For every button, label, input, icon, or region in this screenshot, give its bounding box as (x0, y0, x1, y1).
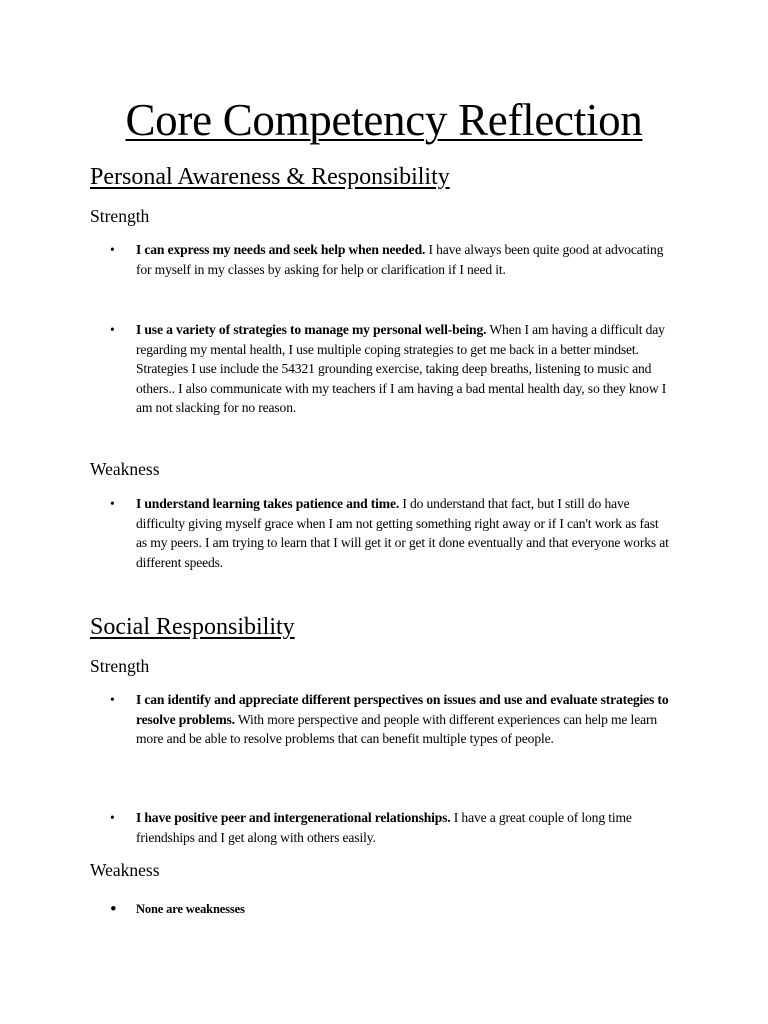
section-heading-social-responsibility: Social Responsibility (90, 614, 295, 640)
subheading-strength: Strength (90, 206, 150, 226)
list-item-text: None are weaknesses (136, 902, 245, 916)
bullet-icon: • (110, 322, 115, 337)
subheading-strength: Strength (90, 656, 150, 676)
subheading-weakness: Weakness (90, 459, 160, 479)
subheading-weakness: Weakness (90, 860, 160, 880)
list-item (110, 808, 670, 847)
list-item-text: I understand learning takes patience and time. I do understand that fact, but I still do have difficulty giving myself grace when I am not getting something right away or if I can't work as fast as my peers. I am trying to learn that I will get it or get it done eventually and that everyone works at different speeds. (136, 496, 669, 570)
bullet-icon: • (110, 242, 115, 257)
bullet-icon: • (110, 899, 117, 920)
list-item (110, 690, 670, 749)
list-item (110, 900, 670, 920)
list-item-text: I can express my needs and seek help when needed. I have always been quite good at advocating for myself in my classes by asking for help or clarification if I need it. (136, 242, 664, 277)
bullet-icon: • (110, 810, 115, 825)
bullet-icon: • (110, 692, 115, 707)
section-heading-personal-awareness: Personal Awareness & Responsibility (90, 164, 450, 190)
list-item-text: I have positive peer and intergenerational relationships. I have a great couple of long time friendships and I get along with others easily. (136, 810, 632, 845)
list-item-text: I use a variety of strategies to manage my personal well-being. When I am having a difficult day regarding my mental health, I use multiple coping strategies to get me back in a better mindset. Strategies I use include the 54321 grounding exercise, taking deep breaths, listening to music and others.. I also communicate with my teachers if I am having a bad mental health day, so they know I am not slacking for no reason. (136, 322, 667, 415)
list-item-text: I can identify and appreciate different perspectives on issues and use and evaluate strategies to resolve problems. With more perspective and people with different experiences can help me learn more and be able to resolve problems that can benefit multiple types of people. (136, 692, 669, 746)
document-title: Core Competency Reflection (125, 95, 643, 145)
list-item (110, 494, 670, 572)
bullet-icon: • (110, 496, 115, 511)
list-item (110, 320, 670, 418)
list-item (110, 240, 670, 279)
